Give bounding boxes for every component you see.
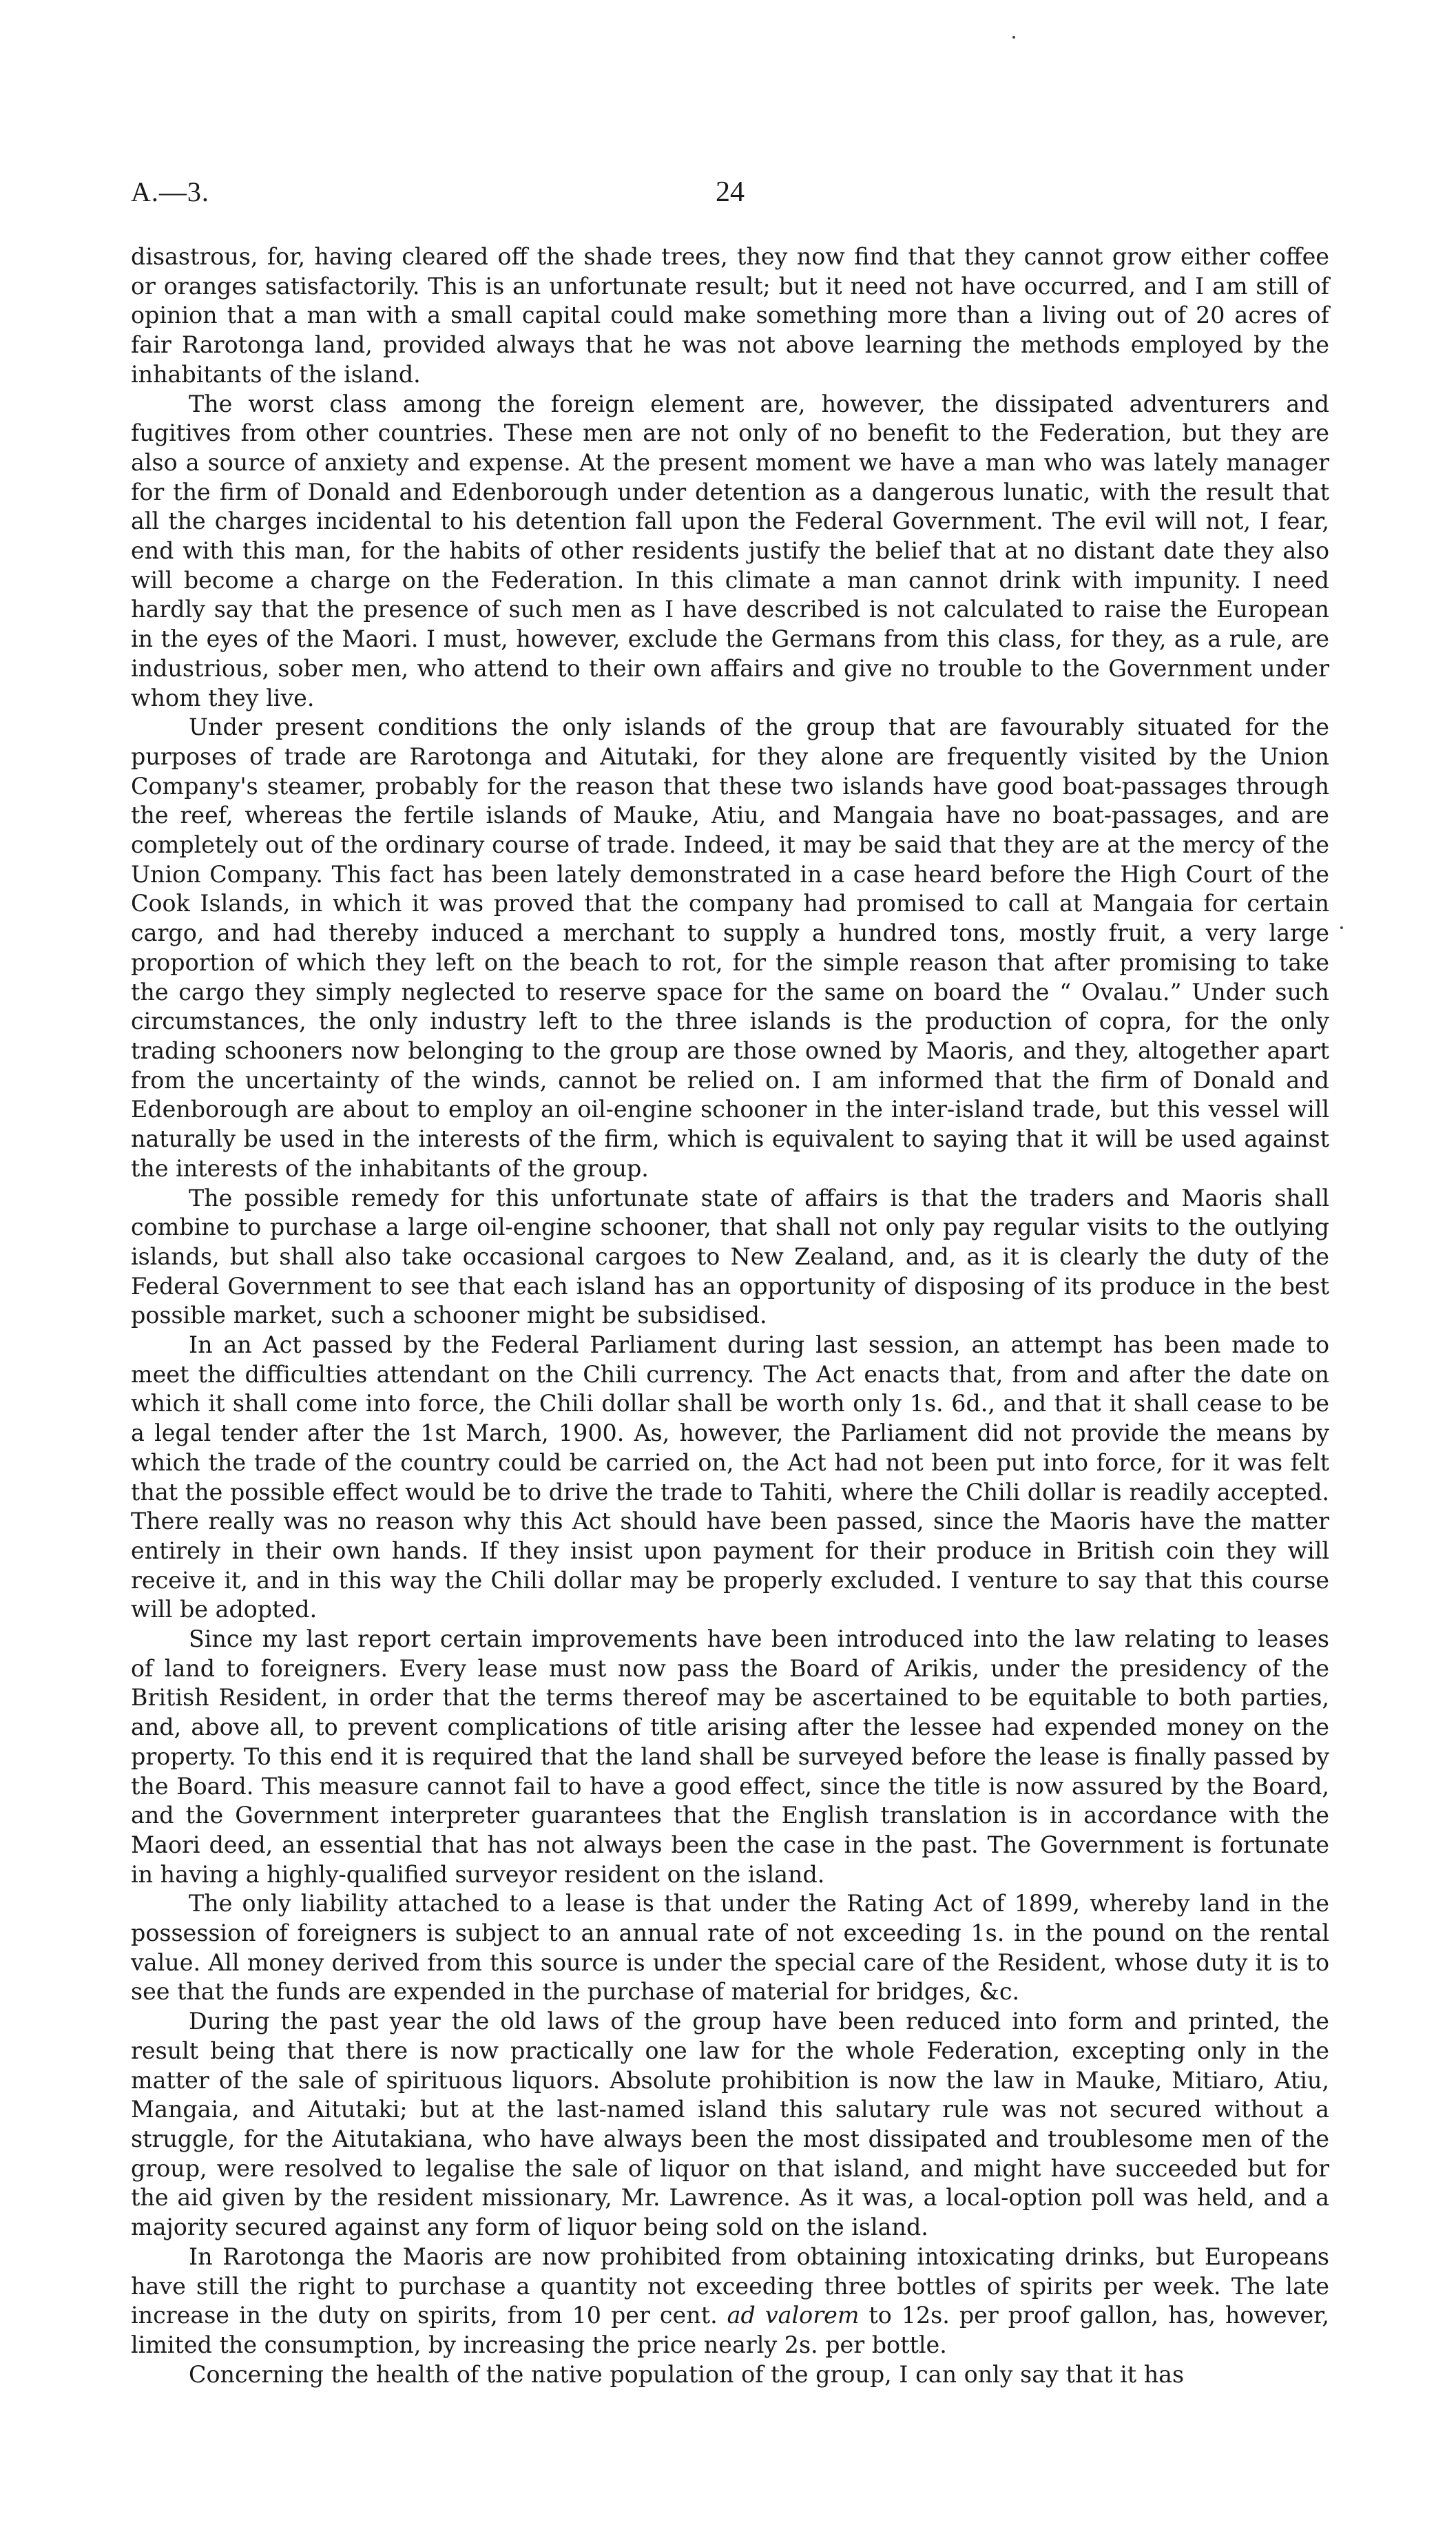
- paragraph-9-text-end: to 12s. per proof gallon, has, however, limited the consumption, by increasing the price nearly 2s. per bottle.: [131, 2302, 1329, 2358]
- page-number: 24: [716, 176, 745, 208]
- paragraph-5: In an Act passed by the Federal Parliament during last session, an attempt has been made to meet the difficulties attendant on the Chili currency. The Act enacts that, from and after the date on which it shall come into force, the Chili dollar shall be worth only 1s. 6d., and that it shall cease to be a legal tender after the 1st March, 1900. As, however, the Parliament did not provide the means by which the trade of the country could be carried on, the Act had not been put into force, for it was felt that the possible effect would be to drive the trade to Tahiti, where the Chili dollar is readily accepted. There really was no reason why this Act should have been passed, since the Maoris have the matter entirely in their own hands. If they insist upon payment for their produce in British coin they will receive it, and in this way the Chili dollar may be properly excluded. I venture to say that this course will be adopted.: [131, 1331, 1329, 1623]
- paragraph-8: During the past year the old laws of the group have been reduced into form and printed, the result being that there is now practically one law for the whole Federation, excepting only in the matter of the sale of spirituous liquors. Absolute prohibition is now the law in Mauke, Mitiaro, Atiu, Mangaia, and Aitutaki; but at the last-named island this salutary rule was not secured without a struggle, for the Aitutakiana, who have always been the most dissipated and troublesome men of the group, were resolved to legalise the sale of liquor on that island, and might have succeeded but for the aid given by the resident missionary, Mr. Lawrence. As it was, a local-option poll was held, and a majority secured against any form of liquor being sold on the island.: [131, 2008, 1329, 2241]
- paragraph-6: Since my last report certain improvements have been introduced into the law relating to leases of land to foreigners. Every lease must now pass the Board of Arikis, under the presidency of the British Resident, in order that the terms thereof may be ascertained to be equitable to both parties, and, above all, to prevent complications of title arising after the lessee had expended money on the property. To this end it is required that the land shall be surveyed before the lease is finally passed by the Board. This measure cannot fail to have a good effect, since the title is now assured by the Board, and the Government interpreter guarantees that the English translation is in accordance with the Maori deed, an essential that has not always been the case in the past. The Government is fortunate in having a highly-qualified surveyor resident on the island.: [131, 1625, 1329, 1888]
- paragraph-9-italic: ad valorem: [727, 2302, 860, 2329]
- body-text: [131, 242, 1329, 2389]
- paragraph-4: The possible remedy for this unfortunate state of affairs is that the traders and Maoris shall combine to purchase a large oil-engine schooner, that shall not only pay regular visits to the outlying islands, but shall also take occasional cargoes to New Zealand, and, as it is clearly the duty of the Federal Government to see that each island has an opportunity of disposing of its produce in the best possible market, such a schooner might be subsidised.: [131, 1184, 1329, 1329]
- paragraph-9: [131, 2243, 1329, 2360]
- speck-mark: [1012, 36, 1015, 39]
- speck-mark: [1340, 926, 1343, 929]
- paragraph-2: The worst class among the foreign element are, however, the dissipated adventurers and fugitives from other countries. These men are not only of no benefit to the Federation, but they are also a source of anxiety and expense. At the present moment we have a man who was lately manager for the firm of Donald and Edenborough under detention as a dangerous lunatic, with the result that all the charges incidental to his detention fall upon the Federal Government. The evil will not, I fear, end with this man, for the habits of other residents justify the belief that at no distant date they also will become a charge on the Federation. In this climate a man cannot drink with impunity. I need hardly say that the presence of such men as I have described is not calculated to raise the European in the eyes of the Maori. I must, however, exclude the Germans from this class, for they, as a rule, are industrious, sober men, who attend to their own affairs and give no trouble to the Government under whom they live.: [131, 390, 1329, 711]
- paragraph-9-text-start: In Rarotonga the Maoris are now prohibited from obtaining intoxicating drinks, but Europeans have still the right to purchase a quantity not exceeding three bottles of spirits per week. The late increase in the duty on spirits, from 10 per cent.: [131, 2243, 1329, 2329]
- paragraph-10: Concerning the health of the native population of the group, I can only say that it has: [189, 2360, 1185, 2388]
- paragraph-7: The only liability attached to a lease is that under the Rating Act of 1899, whereby land in the possession of foreigners is subject to an annual rate of not exceeding 1s. in the pound on the rental value. All money derived from this source is under the special care of the Resident, whose duty it is to see that the funds are expended in the purchase of material for bridges, &c.: [131, 1890, 1329, 2006]
- paragraph-1: disastrous, for, having cleared off the shade trees, they now find that they cannot grow either coffee or oranges satisfactorily. This is an unfortunate result; but it need not have occurred, and I am still of opinion that a man with a small capital could make something more than a living out of 20 acres of fair Rarotonga land, provided always that he was not above learning the methods employed by the inhabitants of the island.: [131, 243, 1329, 388]
- paragraph-3: Under present conditions the only islands of the group that are favourably situated for the purposes of trade are Rarotonga and Aitutaki, for they alone are frequently visited by the Union Company's steamer, probably for the reason that these two islands have good boat-passages through the reef, whereas the fertile islands of Mauke, Atiu, and Mangaia have no boat-passages, and are completely out of the ordinary course of trade. Indeed, it may be said that they are at the mercy of the Union Company. This fact has been lately demonstrated in a case heard before the High Court of the Cook Islands, in which it was proved that the company had promised to call at Mangaia for certain cargo, and had thereby induced a merchant to supply a hundred tons, mostly fruit, a very large proportion of which they left on the beach to rot, for the simple reason that after promising to take the cargo they simply neglected to reserve space for the same on board the “ Ovalau.” Under such circumstances, the only industry left to the three islands is the production of copra, for the only trading schooners now belonging to the group are those owned by Maoris, and they, altogether apart from the uncertainty of the winds, cannot be relied on. I am informed that the firm of Donald and Edenborough are about to employ an oil-engine schooner in the inter-island trade, but this vessel will naturally be used in the interests of the firm, which is equivalent to saying that it will be used against the interests of the inhabitants of the group.: [131, 714, 1329, 1182]
- page-header: [131, 176, 1329, 217]
- document-reference: A.—3.: [131, 176, 209, 207]
